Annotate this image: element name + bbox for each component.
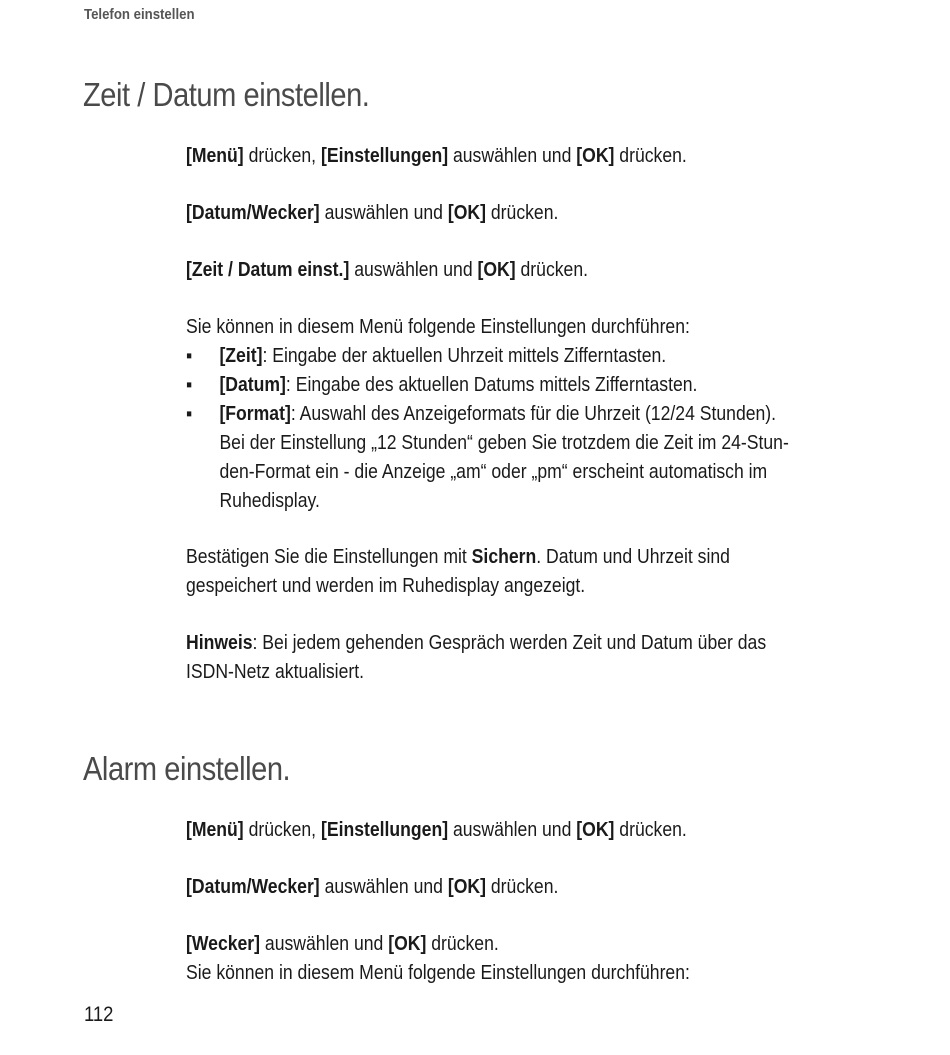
item-label: [Format]	[219, 403, 291, 425]
note-text: ISDN-Netz aktualisiert.	[186, 661, 365, 683]
key-label: [OK]	[447, 202, 486, 224]
note-paragraph	[186, 629, 864, 687]
confirm-text: gespeichert und werden im Ruhedisplay angezeigt.	[186, 575, 586, 597]
key-label: [Menü]	[186, 819, 244, 841]
confirm-paragraph	[186, 543, 864, 601]
step-text: auswählen und	[319, 202, 448, 224]
item-text: Ruhedisplay.	[219, 490, 320, 512]
key-label: [OK]	[447, 876, 486, 898]
step-text: drücken.	[485, 876, 559, 898]
settings-list	[186, 342, 864, 516]
alarm-step-date-alarm	[186, 873, 864, 902]
step-date-alarm	[186, 199, 864, 228]
step-text: drücken.	[515, 259, 589, 281]
step-text: auswählen und	[319, 876, 448, 898]
key-label: [Datum/Wecker]	[186, 876, 320, 898]
step-text: auswählen und	[448, 819, 577, 841]
step-text: drücken,	[243, 145, 321, 167]
step-text: drücken.	[614, 819, 687, 841]
step-time-date-setting	[186, 256, 864, 285]
step-text: drücken.	[426, 933, 499, 955]
key-label: [OK]	[576, 145, 615, 167]
item-label: [Zeit]	[219, 345, 263, 367]
settings-intro: Sie können in diesem Menü folgende Einstellungen durchführen:	[186, 316, 690, 338]
step-text: auswählen und	[260, 933, 389, 955]
step-text: drücken,	[243, 819, 321, 841]
step-text: auswählen und	[349, 259, 478, 281]
key-label: [Einstellungen]	[320, 145, 449, 167]
alarm-step-menu-settings	[186, 816, 864, 845]
key-label: [Menü]	[186, 145, 244, 167]
save-label: Sichern	[471, 546, 537, 568]
bullet-icon: ▪	[186, 345, 193, 367]
note-label: Hinweis	[186, 632, 253, 654]
item-text: Bei der Einstellung „12 Stunden“ geben Sie trotzdem die Zeit im 24-Stun-	[219, 432, 789, 454]
item-text: : Eingabe der aktuellen Uhrzeit mittels Zifferntasten.	[262, 345, 667, 367]
settings-intro-block	[186, 313, 864, 516]
note-text: : Bei jedem gehenden Gespräch werden Zeit und Datum über das	[252, 632, 767, 654]
key-label: [Zeit / Datum einst.]	[186, 259, 350, 281]
step-text: drücken.	[614, 145, 687, 167]
confirm-text: . Datum und Uhrzeit sind	[536, 546, 730, 568]
alarm-step-wecker	[186, 930, 864, 988]
confirm-text: Bestätigen Sie die Einstellungen mit	[186, 546, 472, 568]
section-title-alarm: Alarm einstellen.	[83, 750, 291, 787]
list-item	[186, 342, 864, 371]
step-text: drücken.	[485, 202, 559, 224]
list-item	[186, 400, 864, 516]
key-label: [OK]	[477, 259, 516, 281]
section-title-time-date: Zeit / Datum einstellen.	[83, 76, 370, 113]
item-text: : Auswahl des Anzeigeformats für die Uhrzeit (12/24 Stunden).	[290, 403, 777, 425]
running-header: Telefon einstellen	[84, 6, 195, 23]
alarm-settings-intro: Sie können in diesem Menü folgende Einstellungen durchführen:	[186, 962, 690, 984]
key-label: [Einstellungen]	[320, 819, 449, 841]
key-label: [Wecker]	[186, 933, 261, 955]
step-menu-settings	[186, 142, 864, 171]
step-text: auswählen und	[448, 145, 577, 167]
key-label: [Datum/Wecker]	[186, 202, 320, 224]
item-text: den-Format ein - die Anzeige „am“ oder „pm“ erscheint automatisch im	[219, 461, 768, 483]
bullet-icon: ▪	[186, 403, 193, 425]
list-item	[186, 371, 864, 400]
key-label: [OK]	[576, 819, 615, 841]
item-label: [Datum]	[219, 374, 286, 396]
page-number: 112	[84, 1003, 114, 1026]
item-text: : Eingabe des aktuellen Datums mittels Zifferntasten.	[285, 374, 698, 396]
key-label: [OK]	[388, 933, 427, 955]
bullet-icon: ▪	[186, 374, 193, 396]
